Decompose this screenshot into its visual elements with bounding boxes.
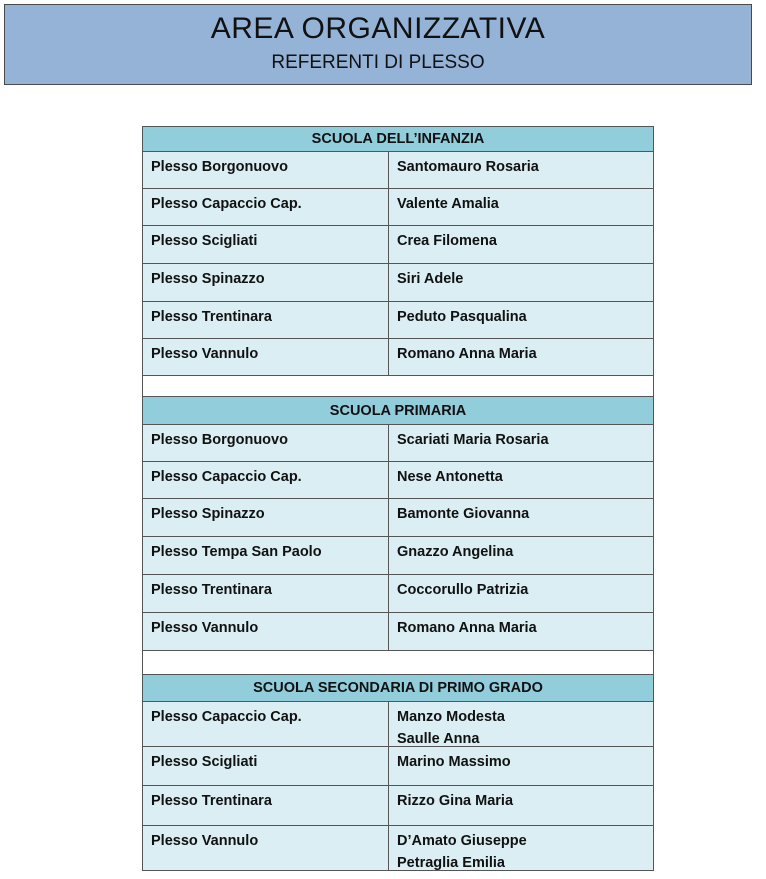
referente-cell: Gnazzo Angelina — [397, 544, 514, 560]
plesso-cell: Plesso Vannulo — [143, 613, 389, 650]
table-row — [142, 462, 654, 499]
section-header: SCUOLA DELL’INFANZIA — [142, 126, 654, 152]
table-row — [142, 302, 654, 339]
referente-cell: Valente Amalia — [397, 196, 499, 212]
referente-cell: Rizzo Gina Maria — [397, 793, 514, 809]
referente-cell: Nese Antonetta — [397, 469, 503, 485]
referente-cell: Siri Adele — [397, 271, 464, 287]
table-row — [142, 826, 654, 871]
document-title-box — [4, 4, 752, 85]
plesso-cell: Plesso Capaccio Cap. — [143, 462, 389, 498]
plesso-cell: Plesso Capaccio Cap. — [143, 189, 389, 225]
referente-cell: Santomauro Rosaria — [397, 159, 539, 175]
referente-cell: Scariati Maria Rosaria — [397, 432, 549, 448]
referente-cell: Crea Filomena — [397, 233, 497, 249]
table-row — [142, 425, 654, 462]
plesso-cell: Plesso Trentinara — [143, 786, 389, 825]
table-row — [142, 575, 654, 613]
table-row — [142, 747, 654, 786]
page-title: AREA ORGANIZZATIVA — [210, 12, 546, 45]
referente-name: Petraglia Emilia — [397, 855, 505, 871]
referente-cell — [389, 826, 653, 870]
section-header: SCUOLA PRIMARIA — [142, 396, 654, 425]
plesso-cell: Plesso Capaccio Cap. — [143, 702, 389, 746]
plesso-cell: Plesso Trentinara — [143, 302, 389, 338]
plesso-cell: Plesso Scigliati — [143, 747, 389, 785]
plesso-cell: Plesso Scigliati — [143, 226, 389, 263]
plesso-cell: Plesso Spinazzo — [143, 264, 389, 301]
plesso-cell: Plesso Trentinara — [143, 575, 389, 612]
referente-name: Manzo Modesta — [397, 709, 505, 725]
section-infanzia — [142, 126, 654, 399]
section-header: SCUOLA SECONDARIA DI PRIMO GRADO — [142, 674, 654, 702]
referente-cell — [389, 702, 653, 746]
table-row — [142, 264, 654, 302]
table-row — [142, 189, 654, 226]
referente-cell: Romano Anna Maria — [397, 620, 537, 636]
table-row — [142, 152, 654, 189]
table-row — [142, 786, 654, 826]
referente-cell: Marino Massimo — [397, 754, 511, 770]
table-row — [142, 613, 654, 651]
plesso-cell: Plesso Borgonuovo — [143, 425, 389, 461]
section-secondaria — [142, 674, 654, 871]
plesso-cell: Plesso Spinazzo — [143, 499, 389, 536]
page-subtitle: REFERENTI DI PLESSO — [271, 52, 485, 73]
referente-cell: Romano Anna Maria — [397, 346, 537, 362]
table-row — [142, 226, 654, 264]
referente-name: Saulle Anna — [397, 731, 480, 747]
referente-cell: Coccorullo Patrizia — [397, 582, 529, 598]
section-primaria — [142, 396, 654, 675]
referente-cell: Bamonte Giovanna — [397, 506, 530, 522]
section-spacer — [142, 651, 654, 675]
plesso-cell: Plesso Borgonuovo — [143, 152, 389, 188]
referente-name: D’Amato Giuseppe — [397, 833, 527, 849]
plesso-cell: Plesso Vannulo — [143, 339, 389, 375]
table-row — [142, 499, 654, 537]
plesso-cell: Plesso Vannulo — [143, 826, 389, 870]
table-row — [142, 702, 654, 747]
table-row — [142, 537, 654, 575]
referente-cell: Peduto Pasqualina — [397, 309, 527, 325]
plesso-cell: Plesso Tempa San Paolo — [143, 537, 389, 574]
table-row — [142, 339, 654, 376]
